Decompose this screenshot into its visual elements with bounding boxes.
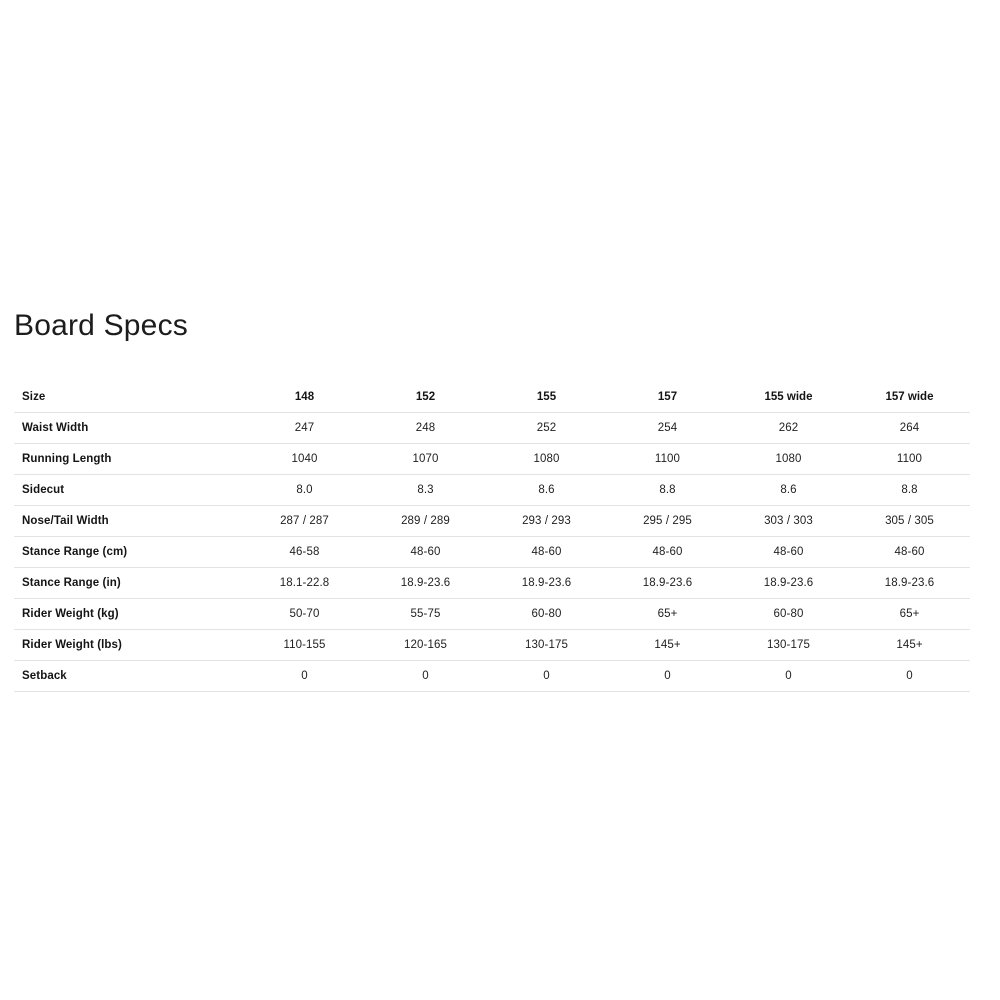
cell-sidecut-152: 8.3: [365, 475, 486, 506]
cell-waist-width-155: 252: [486, 413, 607, 444]
column-header-148: 148: [244, 382, 365, 413]
cell-nose-tail-width-157-wide: 305 / 305: [849, 506, 970, 537]
row-label-sidecut: Sidecut: [14, 475, 244, 506]
column-header-157: 157: [607, 382, 728, 413]
cell-stance-range-cm-155: 48-60: [486, 537, 607, 568]
table-row: [14, 630, 970, 661]
table-header: [14, 382, 970, 413]
cell-rider-weight-kg-152: 55-75: [365, 599, 486, 630]
cell-sidecut-155-wide: 8.6: [728, 475, 849, 506]
cell-running-length-157: 1100: [607, 444, 728, 475]
cell-setback-148: 0: [244, 661, 365, 692]
table-row: [14, 475, 970, 506]
cell-waist-width-155-wide: 262: [728, 413, 849, 444]
cell-setback-157: 0: [607, 661, 728, 692]
column-header-155: 155: [486, 382, 607, 413]
cell-stance-range-in-148: 18.1-22.8: [244, 568, 365, 599]
cell-sidecut-157-wide: 8.8: [849, 475, 970, 506]
cell-waist-width-152: 248: [365, 413, 486, 444]
cell-running-length-157-wide: 1100: [849, 444, 970, 475]
cell-rider-weight-kg-155-wide: 60-80: [728, 599, 849, 630]
cell-nose-tail-width-155: 293 / 293: [486, 506, 607, 537]
cell-stance-range-cm-157: 48-60: [607, 537, 728, 568]
table-row: [14, 599, 970, 630]
table-row: [14, 444, 970, 475]
table-header-row: [14, 382, 970, 413]
cell-nose-tail-width-155-wide: 303 / 303: [728, 506, 849, 537]
cell-rider-weight-lbs-155-wide: 130-175: [728, 630, 849, 661]
cell-stance-range-in-155: 18.9-23.6: [486, 568, 607, 599]
cell-stance-range-cm-155-wide: 48-60: [728, 537, 849, 568]
cell-setback-155: 0: [486, 661, 607, 692]
row-label-stance-range-cm: Stance Range (cm): [14, 537, 244, 568]
cell-running-length-155: 1080: [486, 444, 607, 475]
row-label-waist-width: Waist Width: [14, 413, 244, 444]
table-row: [14, 568, 970, 599]
cell-running-length-155-wide: 1080: [728, 444, 849, 475]
cell-stance-range-in-152: 18.9-23.6: [365, 568, 486, 599]
cell-nose-tail-width-148: 287 / 287: [244, 506, 365, 537]
cell-rider-weight-kg-155: 60-80: [486, 599, 607, 630]
cell-rider-weight-kg-157-wide: 65+: [849, 599, 970, 630]
cell-setback-152: 0: [365, 661, 486, 692]
table-row: [14, 661, 970, 692]
row-label-stance-range-in: Stance Range (in): [14, 568, 244, 599]
cell-stance-range-cm-152: 48-60: [365, 537, 486, 568]
cell-nose-tail-width-157: 295 / 295: [607, 506, 728, 537]
cell-sidecut-148: 8.0: [244, 475, 365, 506]
column-header-size: Size: [14, 382, 244, 413]
board-specs-table: [14, 382, 970, 692]
table-body: [14, 413, 970, 692]
cell-waist-width-157: 254: [607, 413, 728, 444]
cell-waist-width-157-wide: 264: [849, 413, 970, 444]
row-label-rider-weight-kg: Rider Weight (kg): [14, 599, 244, 630]
cell-sidecut-155: 8.6: [486, 475, 607, 506]
cell-stance-range-in-157-wide: 18.9-23.6: [849, 568, 970, 599]
cell-waist-width-148: 247: [244, 413, 365, 444]
cell-stance-range-cm-157-wide: 48-60: [849, 537, 970, 568]
row-label-nose-tail-width: Nose/Tail Width: [14, 506, 244, 537]
cell-rider-weight-lbs-152: 120-165: [365, 630, 486, 661]
column-header-155-wide: 155 wide: [728, 382, 849, 413]
cell-running-length-152: 1070: [365, 444, 486, 475]
cell-running-length-148: 1040: [244, 444, 365, 475]
cell-rider-weight-kg-157: 65+: [607, 599, 728, 630]
table-row: [14, 413, 970, 444]
cell-stance-range-cm-148: 46-58: [244, 537, 365, 568]
row-label-rider-weight-lbs: Rider Weight (lbs): [14, 630, 244, 661]
row-label-setback: Setback: [14, 661, 244, 692]
cell-nose-tail-width-152: 289 / 289: [365, 506, 486, 537]
cell-stance-range-in-155-wide: 18.9-23.6: [728, 568, 849, 599]
cell-rider-weight-kg-148: 50-70: [244, 599, 365, 630]
cell-setback-157-wide: 0: [849, 661, 970, 692]
table-row: [14, 506, 970, 537]
cell-setback-155-wide: 0: [728, 661, 849, 692]
column-header-157-wide: 157 wide: [849, 382, 970, 413]
cell-sidecut-157: 8.8: [607, 475, 728, 506]
column-header-152: 152: [365, 382, 486, 413]
page-title: Board Specs: [14, 309, 188, 343]
table-row: [14, 537, 970, 568]
cell-rider-weight-lbs-148: 110-155: [244, 630, 365, 661]
row-label-running-length: Running Length: [14, 444, 244, 475]
cell-rider-weight-lbs-155: 130-175: [486, 630, 607, 661]
cell-rider-weight-lbs-157: 145+: [607, 630, 728, 661]
board-specs-table-container: [14, 382, 970, 692]
cell-stance-range-in-157: 18.9-23.6: [607, 568, 728, 599]
cell-rider-weight-lbs-157-wide: 145+: [849, 630, 970, 661]
